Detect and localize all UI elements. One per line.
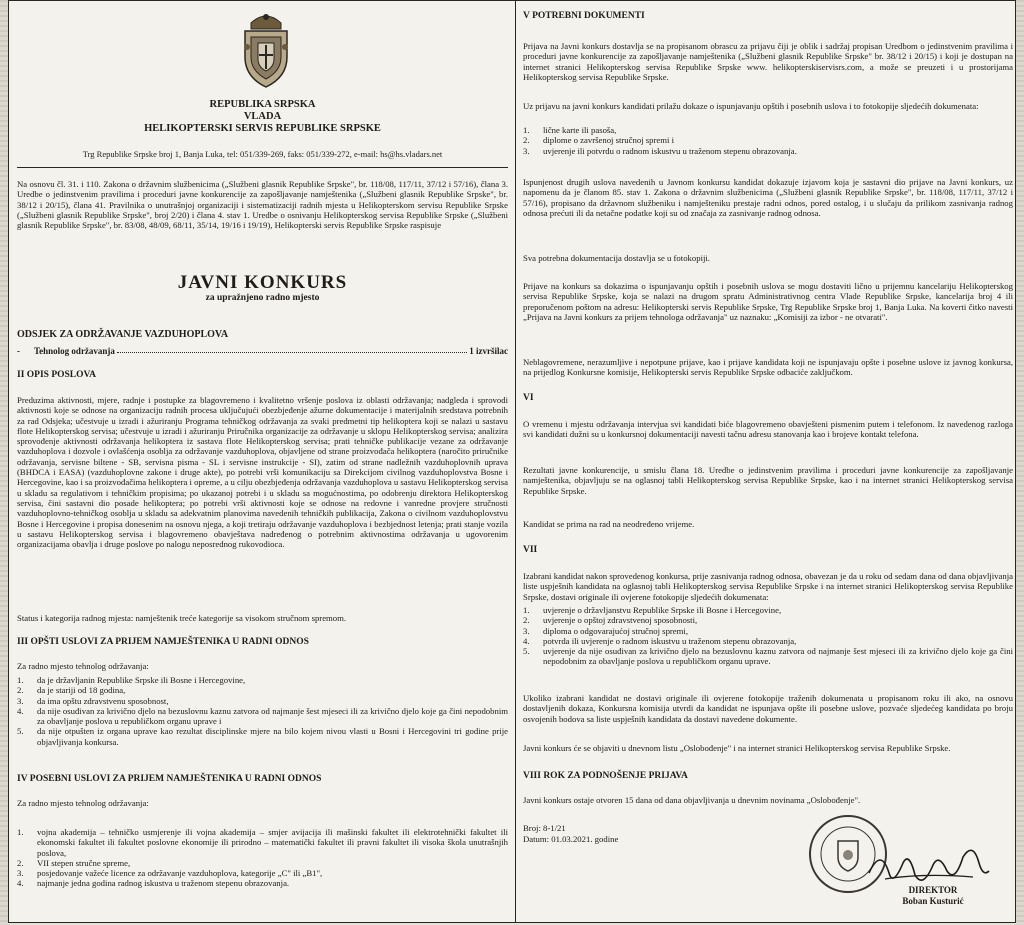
director-title: DIREKTOR <box>908 885 958 895</box>
section-5-p4: Sva potrebna dokumentacija dostavlja se u fotokopiji. <box>523 253 710 263</box>
preamble: Na osnovu čl. 31. i 110. Zakona o državnim službenicima („Službeni glasnik Republike Srpske", br. 118/08, 117/11, 37/12 i 57/16), člana 3. Uredbe o jedinstvenim pravilima i proceduri javne konkurencije za zapošljavanje namještenika („Službeni glasnik Republike Srpske", br. 38/12 i 20/15), člana 41. Pravilnika o unutrašnjoj organizaciji i sistematizaciji radnih mjesta u Helikopterskom servisu Republike Srpske („Službeni glasnik Republike Srpske", broj 2/20) i člana 4. stav 1. Uredbe o osnivanju Helikopterskog servisa Republike Srpske („Službeni glasnik Republike Srpske", br. 83/08, 48/09, 68/11, 35/14, 19/16 i 19/19), Helikopterski servis Republike Srpske raspisuje <box>17 179 508 231</box>
list-item: 2. diplome o završenoj stručnoj spremi i <box>523 135 675 146</box>
section-3-list <box>17 675 508 747</box>
list-item: 3. uvjerenje ili potvrdu o radnom iskustvu u traženom stepenu obrazovanja. <box>523 145 797 156</box>
section-7-list <box>523 605 1013 667</box>
list-item: 4. potvrda ili uvjerenje o radnom iskustvu u traženom stepenu obrazovanja, <box>523 635 797 646</box>
position-line <box>17 346 508 356</box>
section-7-p2: Ukoliko izabrani kandidat ne dostavi originale ili ovjerene fotokopije traženih dokumenata u propisanom roku ili ako, na osnovu dostavljenih dokaza, Konkursna komisija utvrdi da kandidat ne ispunjava opšte ili posebne uslove, pozvaće sljedećeg kandidata po broju osvojenih bodova sa liste uspješnih kandidata da dostavi navedene dokumente. <box>523 693 1013 724</box>
notice-title-block <box>17 273 508 304</box>
director-block <box>873 885 993 907</box>
section-8-heading: VIII ROK ZA PODNOŠENJE PRIJAVA <box>523 771 688 781</box>
section-6-p1: O vremenu i mjestu održavanja intervjua svi kandidati biće blagovremeno obavješteni pismenim putem i telefonom. Iz navedenog razloga svi kandidati dužni su u konkursnoj dokumentaciji navesti tačnu adresu stanovanja kao i brojeve kontakt telefona. <box>523 419 1013 440</box>
list-item: 5. da nije otpušten iz organa uprave kao rezultat disciplinske mjere na bilo kojem nivou vlasti u Bosni i Hercegovini tri godine prije objavljivanja konkursa. <box>17 726 508 747</box>
list-item: 1. da je državljanin Republike Srpske ili Bosne i Hercegovine, <box>17 675 246 685</box>
section-5-list <box>523 125 1013 156</box>
issuer-address: Trg Republike Srpske broj 1, Banja Luka, tel: 051/339-269, faks: 051/339-272, e-mail: hs@hs.vladars.net <box>82 149 443 159</box>
list-item: 1. uvjerenje o državljanstvu Republike Srpske ili Bosne i Hercegovine, <box>523 605 782 615</box>
position-count: 1 izvršilac <box>469 346 508 356</box>
department-name: ODSJEK ZA ODRŽAVANJE VAZDUHOPLOVA <box>17 329 229 340</box>
section-5-p2: Uz prijavu na javni konkurs kandidati prilažu dokaze o ispunjavanju opštih i posebnih uslova i to fotokopije sljedećih dokumenata: <box>523 101 979 111</box>
left-column <box>17 1 508 922</box>
header-divider <box>17 167 508 168</box>
list-item: 3. da ima opštu zdravstvenu sposobnost, <box>17 695 169 706</box>
section-5-p3: Ispunjenost drugih uslova navedenih u Javnom konkursu kandidat dokazuje izjavom koja je sastavni dio prijave na Javni konkurs, uz napomenu da je članom 85. stav 1. Zakona o državnim službenicima („Službeni glasnik Republike Srpske", br. 118/08, 117/11, 37/12 i 57/16), propisano da državnom službeniku i namješteniku prestaje radni odnos, pored ostalog, i u slučaju da prilikom zasnivanja radnog odnosa prećuti ili da netačne podatke koji su od značaja za zasnivanje radnog odnosa. <box>523 177 1013 218</box>
list-item: 4. najmanje jedna godina radnog iskustva u traženom stepenu obrazovanja. <box>17 878 290 889</box>
right-column <box>523 1 1013 922</box>
column-divider <box>515 1 516 922</box>
list-item: 2. da je stariji od 18 godina, <box>17 685 126 696</box>
section-6-p3: Kandidat se prima na rad na neodređeno vrijeme. <box>523 519 695 529</box>
section-7-p1: Izabrani kandidat nakon sprovedenog konkursa, prije zasnivanja radnog odnosa, obavezan je da u roku od sedam dana od dana objavljivanja liste uspješnih kandidata na oglasnoj tabli Helikopterskog servisa Republike Srpske i na internet stranici Helikopterskog servisa Republike Srpske, dostavi originale ili ovjerene fotokopije sljedećih dokumenata: <box>523 571 1013 602</box>
issuer-republic: REPUBLIKA SRPSKA <box>209 99 316 110</box>
coat-of-arms-icon <box>237 7 295 91</box>
page-edge-left <box>0 0 8 925</box>
position-leader <box>117 346 467 353</box>
job-notice <box>8 0 1016 923</box>
section-5-heading: V POTREBNI DOKUMENTI <box>523 11 645 21</box>
page-edge-right <box>1016 0 1024 925</box>
list-item: 1. lične karte ili pasoša, <box>523 125 617 135</box>
director-name: Boban Kusturić <box>902 896 964 906</box>
list-item: 4. da nije osuđivan za krivično djelo na bezuslovnu kaznu zatvora od najmanje šest mjeseci ili za krivično djelo koje ga čini nepodobnim za obavljanje poslova u republičkom organu uprave i <box>17 705 508 727</box>
list-item: 1. vojna akademija – tehničko usmjerenje ili vojna akademija – smjer avijacija ili mašinski fakultet ili elektrotehnički fakultet ili ekonomski fakultet ili fakultet poslovne ekonomije ili prirodno – matematički fakultet ili pravni fakultet ili visoka škola unutrašnjih poslova, <box>17 827 508 858</box>
list-item: 3. posjedovanje važeće licence za održavanje vazduhoplova, kategorije „C" ili „B1", <box>17 868 323 879</box>
section-7-p3: Javni konkurs će se objaviti u dnevnom listu „Oslobođenje" i na internet stranici Helikopterskog servisa Republike Srpske. <box>523 743 951 753</box>
section-3-heading: III OPŠTI USLOVI ZA PRIJEM NAMJEŠTENIKA U RADNI ODNOS <box>17 637 309 647</box>
notice-subtitle: za upražnjeno radno mjesto <box>205 293 320 303</box>
list-item: 2. VII stepen stručne spreme, <box>17 857 131 868</box>
section-6-p2: Rezultati javne konkurencije, u smislu člana 18. Uredbe o jedinstvenim pravilima i proceduri javne konkurencije za zapošljavanje namještenika, objavljuju se na oglasnoj tabli Helikopterskog servisa Republike Srpske, kao i na internet stranici Helikopterskog servisa Republike Srpske. <box>523 465 1013 496</box>
reference-number: Broj: 8-1/21 <box>523 823 566 833</box>
section-4-intro: Za radno mjesto tehnolog održavanja: <box>17 798 149 808</box>
section-7-heading: VII <box>523 545 538 555</box>
position-name: Tehnolog održavanja <box>34 346 115 356</box>
position-dash: - <box>17 346 20 356</box>
list-item: 2. uvjerenje o opštoj zdravstvenoj sposobnosti, <box>523 615 698 626</box>
section-2-heading: II OPIS POSLOVA <box>17 370 97 380</box>
issuer-header <box>17 99 508 135</box>
section-4-list <box>17 827 508 889</box>
list-item: 5. uvjerenje da nije osuđivan za krivično djelo na bezuslovnu kaznu zatvora od najmanje šest mjeseci ili za krivično djelo koje ga čini nepodobnim za obavljanje poslova u republičkom organu uprave. <box>523 646 1013 667</box>
section-8-p1: Javni konkurs ostaje otvoren 15 dana od dana objavljivanja u dnevnim novinama „Oslobođenje". <box>523 795 861 805</box>
section-6-heading: VI <box>523 393 534 403</box>
section-5-p5: Prijave na konkurs sa dokazima o ispunjavanju opštih i posebnih uslova se mogu dostaviti lično u prijemnu kancelariju Helikopterskog servisa Republike Srpske, koja se nalazi na drugom spratu Administrativnog centra Vlade Republike Srpske, kancelarija broj 4 ili preporučenom poštom na adresu: Helikopterski servis Republike Srpske, Trg Republike Srpske broj 1, Banja Luka. Na koverti čitko navesti „Prijava na Javni konkurs za prijem tehnologa održavanja" uz naznaku: „Komisiji za izbor - ne otvarati". <box>523 281 1013 322</box>
section-2-body: Preduzima aktivnosti, mjere, radnje i postupke za blagovremeno i kvalitetno vršenje poslova iz oblasti održavanja; nadgleda i sprovodi aktivnosti koje se odnose na organizaciju radnih procesa uključujući obezbjeđenje ažurne dokumentacije i materijalnih sredstava potrebnih za rad Odsjeka; učestvuje u izradi i ažuriranju Programa tehničkog održavanja za svaki predmetni tip helikoptera koji se nalazi u sastavu flote Helikopterskog servisa; učestvuje u izradi i ažuriranju Priručnika organizacije za održavanje u sklopu Helikopterskog servisa; analizira sprovođenje aktivnosti održavanja helikoptera iz sastava flote Helikopterskog servisa; prati tehničke publikacije vezane za održavanje vazduhoplova i dozvole i ovlašćenja osoblja za održavanje vazduhoplova, objavljene od strane proizvođača helikoptera (naročito priručnike održavanja, servisne biltene - SB, servisna pisma - SL i servisne instrukcije - SI), zatim od strane nadležnih vazduhoplovnih uprava (BHDCA i EASA) (vazduhoplovne zakone i druge akte), po potrebi vrši komunikaciju sa Direkcijom civilnog vazduhoplovstva Bosne i Hercegovine, kao i sa proizvođačima helikoptera i opreme, a u cilju obezbjeđenja održavanja vazduhoplova u sastavu Helikopterskog servisa u skladu sa regulativom i tehničkim propisima; po ukazanoj potrebi i u skladu sa mogućnostima, po odobrenju direktora Helikopterskog servisa, čini sastavni dio posade helikoptera; po potrebi vrši aktivnosti koje se odnose na redovne i vanredne provjere stručnosti vazduhoplovno-tehničkog osoblja u skladu sa adekvatnim planovima navedenih tehničkih publikacija, Zakona o civilnom vazduhoplovstvu Bosne i Hercegovine i propisa donesenim na osnovu njega, a koji tretiraju održavanje vazduhoplova i bezbjednost letenja; prati stanje vozila u sastavu Helikopterskog servisa i blagovremeno obavještava nadređenog o potrebnim aktivnostima održavanja u ugovorenim organizacijama obavlja i druge poslove po nalogu neposrednog rukovodioca. <box>17 395 508 550</box>
notice-title: JAVNI KONKURS <box>177 272 348 293</box>
list-item: 3. diploma o odgovarajućoj stručnoj spremi, <box>523 625 689 636</box>
issuer-agency: HELIKOPTERSKI SERVIS REPUBLIKE SRPSKE <box>144 123 381 134</box>
section-2-status: Status i kategorija radnog mjesta: namještenik treće kategorije sa visokom stručnom spremom. <box>17 613 347 623</box>
issue-date: Datum: 01.03.2021. godine <box>523 834 619 844</box>
section-4-heading: IV POSEBNI USLOVI ZA PRIJEM NAMJEŠTENIKA U RADNI ODNOS <box>17 774 322 784</box>
section-5-p1: Prijava na Javni konkurs dostavlja se na propisanom obrascu za prijavu čiji je oblik i sadržaj propisan Uredbom o jedinstvenim pravilima i proceduri javne konkurencije za zapošljavanje namještenika („Službeni glasnik Republike Srpske" br. 38/12 i 20/15) i koji je dostupan na internet stranici Helikopterskog servisa Republike Srpske www. helikopterskiservisrs.com, a može se preuzeti i u prostorijama Helikopterskog servisa Republike Srpske. <box>523 41 1013 82</box>
section-5-p6: Neblagovremene, nerazumljive i nepotpune prijave, kao i prijave kandidata koji ne ispunjavaju opšte i posebne uslove iz javnog konkursa, na prijedlog Konkursne komisije, Helikopterski servis Republike Srpske odbaciće zaključkom. <box>523 357 1013 378</box>
section-3-intro: Za radno mjesto tehnolog održavanja: <box>17 661 149 671</box>
issuer-government: VLADA <box>243 111 282 122</box>
